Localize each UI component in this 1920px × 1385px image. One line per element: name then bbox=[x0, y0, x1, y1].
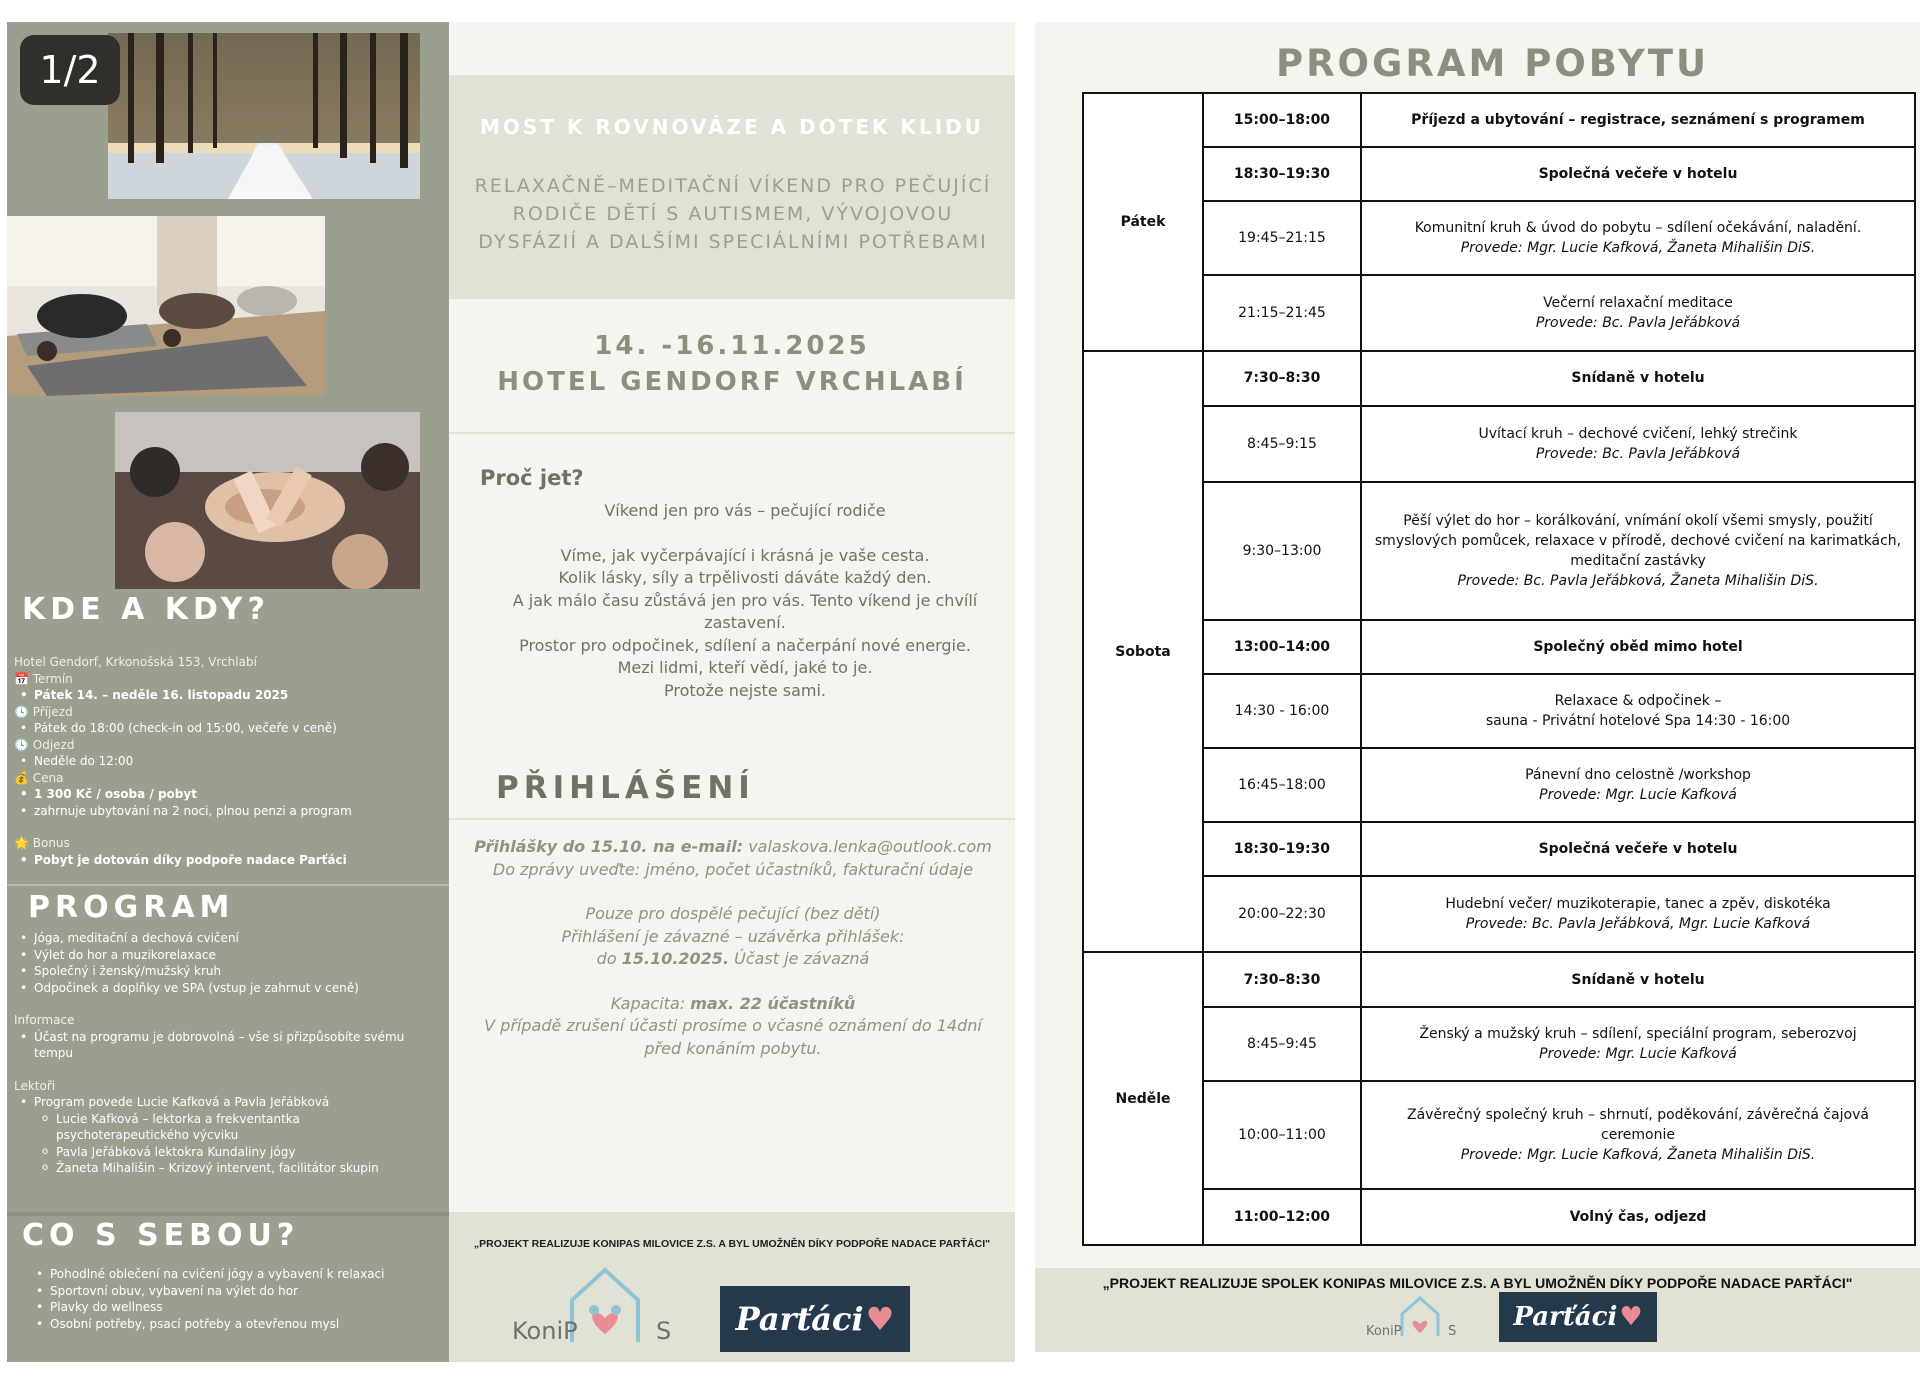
schedule-row bbox=[1083, 93, 1915, 147]
why-line: Kolik lásky, síly a trpělivosti dáváte každý den. bbox=[558, 568, 932, 587]
schedule-row bbox=[1083, 482, 1915, 620]
activity-cell bbox=[1361, 275, 1915, 351]
activity-text: Snídaně v hotelu bbox=[1571, 370, 1705, 387]
activity-text: Pěší výlet do hor – korálkování, vnímání okolí všemi smysly, použití smyslových pomůcek, relaxace v přírodě, dechové cvičení na karimatkách, meditační zastávky bbox=[1374, 512, 1902, 569]
event-title: MOST K ROVNOVÁZE A DOTEK KLIDU bbox=[480, 115, 984, 139]
heart-icon: ♥ bbox=[1619, 1302, 1643, 1332]
term-value: • Pátek 14. – neděle 16. listopadu 2025 bbox=[14, 687, 434, 704]
departure-label: 🕓 Odjezd bbox=[14, 737, 75, 752]
time-cell: 21:15–21:45 bbox=[1203, 275, 1361, 351]
activity-leader: Provede: Mgr. Lucie Kafková bbox=[1539, 787, 1737, 804]
time-cell: 7:30–8:30 bbox=[1203, 952, 1361, 1006]
subtitle-line: RODIČE DĚTÍ S AUTISMEM, VÝVOJOVOU bbox=[512, 203, 954, 225]
konipas-logo-text: KoniP bbox=[512, 1317, 578, 1345]
day-label: Neděle bbox=[1115, 1091, 1171, 1108]
time-cell: 8:45–9:45 bbox=[1203, 1007, 1361, 1081]
where-when-info bbox=[14, 654, 434, 868]
activity-text: Společná večeře v hotelu bbox=[1538, 841, 1738, 858]
registration-text bbox=[455, 836, 1011, 1060]
registration-capacity bbox=[455, 993, 1011, 1016]
activity-text: Večerní relaxační meditace bbox=[1543, 295, 1733, 312]
program-item: • Společný i ženský/mužský kruh bbox=[14, 963, 426, 980]
partaci-logo-text: Parťáci bbox=[735, 1300, 864, 1338]
why-line: Víkend jen pro vás – pečující rodiče bbox=[604, 501, 886, 520]
why-line: Mezi lidmi, kteří vědí, jaké to je. bbox=[617, 658, 873, 677]
schedule-row bbox=[1083, 876, 1915, 952]
konipas-logo-text-end: S bbox=[656, 1317, 672, 1345]
activity-cell bbox=[1361, 482, 1915, 620]
event-dates bbox=[449, 328, 1015, 400]
registration-cancel: V případě zrušení účasti prosíme o včasné oznámení do 14dní před konáním pobytu. bbox=[484, 1016, 982, 1058]
schedule-row bbox=[1083, 748, 1915, 822]
lecturer-item: o Lucie Kafková – lektorka a frekventantka psychoterapeutického výcviku bbox=[14, 1111, 426, 1144]
time-cell: 7:30–8:30 bbox=[1203, 351, 1361, 405]
subtitle-line: DYSFÁZIÍ A DALŠÍMI SPECIÁLNÍMI POTŘEBAMI bbox=[478, 231, 988, 253]
activity-cell bbox=[1361, 93, 1915, 147]
lecturer-item: o Pavla Jeřábková lektokra Kundaliny jógy bbox=[14, 1144, 426, 1161]
activity-cell bbox=[1361, 748, 1915, 822]
registration-until bbox=[455, 948, 1011, 971]
konipas-logo-text-end: S bbox=[1448, 1324, 1457, 1339]
activity-leader: Provede: Mgr. Lucie Kafková, Žaneta Mihališin DiS. bbox=[1460, 240, 1816, 257]
schedule-row bbox=[1083, 674, 1915, 748]
time-cell: 10:00–11:00 bbox=[1203, 1081, 1361, 1189]
time-cell: 13:00–14:00 bbox=[1203, 620, 1361, 674]
departure-value: • Neděle do 12:00 bbox=[14, 753, 434, 770]
info-label: Informace bbox=[14, 1013, 75, 1027]
activity-leader: Provede: Bc. Pavla Jeřábková, Žaneta Mihališin DiS. bbox=[1457, 572, 1819, 589]
activity-cell bbox=[1361, 620, 1915, 674]
until-post: Účast je závazná bbox=[734, 949, 870, 968]
time-cell: 11:00–12:00 bbox=[1203, 1189, 1361, 1245]
activity-cell bbox=[1361, 822, 1915, 876]
activity-cell bbox=[1361, 952, 1915, 1006]
arrival-value: • Pátek do 18:00 (check-in od 15:00, večeře v ceně) bbox=[14, 720, 434, 737]
activity-text: Závěrečný společný kruh – shrnutí, poděkování, závěrečná čajová ceremonie bbox=[1407, 1106, 1869, 1143]
why-line: Víme, jak vyčerpávající i krásná je vaše cesta. bbox=[560, 545, 930, 565]
activity-text: Uvítací kruh – dechové cvičení, lehký strečink bbox=[1478, 425, 1798, 442]
program-heading: PROGRAM bbox=[28, 890, 235, 925]
registration-message: Do zprávy uveďte: jméno, počet účastníků, fakturační údaje bbox=[492, 859, 974, 879]
day-cell-friday bbox=[1083, 93, 1203, 351]
registration-binding: Přihlášení je závazné – uzávěrka přihlášek: bbox=[561, 926, 905, 946]
why-line: A jak málo času zůstává jen pro vás. Tento víkend je chvílí zastavení. bbox=[512, 590, 978, 632]
price-value: • 1 300 Kč / osoba / pobyt bbox=[14, 786, 434, 803]
bring-item: • Plavky do wellness bbox=[30, 1299, 440, 1316]
activity-text: Společná večeře v hotelu bbox=[1538, 166, 1738, 183]
activity-leader: Provede: Bc. Pavla Jeřábková bbox=[1535, 445, 1741, 462]
left-divider bbox=[7, 884, 449, 886]
program-item: • Výlet do hor a muzikorelaxace bbox=[14, 947, 426, 964]
day-cell-sunday bbox=[1083, 952, 1203, 1245]
middle-divider bbox=[449, 432, 1015, 434]
photo-yoga-class bbox=[7, 216, 325, 396]
time-cell: 16:45–18:00 bbox=[1203, 748, 1361, 822]
activity-text: Hudební večer/ muzikoterapie, tanec a zpěv, diskotéka bbox=[1445, 896, 1831, 913]
capacity-value: max. 22 účastníků bbox=[690, 993, 856, 1013]
capacity-label: Kapacita: bbox=[610, 993, 686, 1013]
schedule-row bbox=[1083, 620, 1915, 674]
time-cell: 8:45–9:15 bbox=[1203, 406, 1361, 482]
why-line: Protože nejste sami. bbox=[664, 680, 826, 700]
activity-text: Pánevní dno celostně /workshop bbox=[1525, 767, 1751, 784]
schedule-row bbox=[1083, 406, 1915, 482]
activity-text: Relaxace & odpočinek – bbox=[1554, 693, 1722, 710]
schedule-footer-text: „PROJEKT REALIZUJE SPOLEK KONIPAS MILOVICE Z.S. A BYL UMOŽNĚN DÍKY PODPOŘE NADACE PARŤÁCI" bbox=[1102, 1275, 1853, 1291]
activity-cell bbox=[1361, 1081, 1915, 1189]
photo-snowy-forest bbox=[108, 33, 420, 199]
address-text: Hotel Gendorf, Krkonošská 153, Vrchlabí bbox=[14, 655, 257, 669]
registration-heading: PŘIHLÁŠENÍ bbox=[496, 770, 755, 806]
day-label: Sobota bbox=[1115, 644, 1171, 661]
activity-cell bbox=[1361, 1007, 1915, 1081]
activity-cell bbox=[1361, 147, 1915, 201]
event-subtitle bbox=[455, 172, 1011, 256]
activity-cell bbox=[1361, 1189, 1915, 1245]
lecturer-item: o Žaneta Mihališin – Krizový intervent, facilitátor skupin bbox=[14, 1160, 426, 1177]
subtitle-line: RELAXAČNĚ–MEDITAČNÍ VÍKEND PRO PEČUJÍCÍ bbox=[474, 175, 992, 197]
image-counter: 1/2 bbox=[20, 35, 120, 105]
konipas-logo-text: KoniP bbox=[1366, 1324, 1402, 1339]
day-cell-saturday bbox=[1083, 351, 1203, 952]
schedule-row bbox=[1083, 1081, 1915, 1189]
term-label: 📅 Termín bbox=[14, 671, 73, 686]
activity-cell bbox=[1361, 876, 1915, 952]
activity-text: Snídaně v hotelu bbox=[1571, 971, 1705, 988]
day-label: Pátek bbox=[1120, 214, 1166, 230]
where-when-heading: KDE A KDY? bbox=[22, 592, 270, 627]
until-date: 15.10.2025. bbox=[621, 949, 730, 968]
activity-leader: Provede: Bc. Pavla Jeřábková bbox=[1535, 315, 1741, 332]
activity-text: Komunitní kruh & úvod do pobytu – sdílení očekávání, naladění. bbox=[1414, 220, 1862, 237]
schedule-row bbox=[1083, 1007, 1915, 1081]
place-text: HOTEL GENDORF VRCHLABÍ bbox=[497, 367, 967, 397]
time-cell: 18:30–19:30 bbox=[1203, 822, 1361, 876]
schedule-row bbox=[1083, 952, 1915, 1006]
deadline-label: Přihlášky do 15.10. na e-mail: bbox=[474, 837, 744, 856]
activity-cell bbox=[1361, 201, 1915, 275]
activity-text: Ženský a mužský kruh – sdílení, speciální program, seberozvoj bbox=[1419, 1025, 1857, 1042]
konipas-logo bbox=[510, 1262, 680, 1358]
lecturers-label: Lektoři bbox=[14, 1078, 56, 1093]
schedule-row bbox=[1083, 275, 1915, 351]
partaci-logo-small bbox=[1499, 1292, 1657, 1342]
registration-deadline bbox=[455, 836, 1011, 859]
bonus-value: • Pobyt je dotován díky podpoře nadace Parťáci bbox=[14, 852, 434, 869]
activity-leader: Provede: Mgr. Lucie Kafková bbox=[1539, 1045, 1737, 1062]
schedule-table bbox=[1082, 92, 1916, 1246]
price-label: 💰 Cena bbox=[14, 770, 64, 785]
schedule-row bbox=[1083, 147, 1915, 201]
program-item: • Odpočinek a doplňky ve SPA (vstup je zahrnut v ceně) bbox=[14, 980, 426, 997]
schedule-row bbox=[1083, 822, 1915, 876]
bring-item: • Sportovní obuv, vybavení na výlet do hor bbox=[30, 1283, 440, 1300]
middle-footer-text: „PROJEKT REALIZUJE KONIPAS MILOVICE Z.S. A BYL UMOŽNĚN DÍKY PODPOŘE NADACE PARŤÁCI" bbox=[473, 1238, 991, 1250]
why-line bbox=[480, 523, 1010, 545]
activity-text: Příjezd a ubytování – registrace, seznámení s programem bbox=[1411, 112, 1865, 129]
bonus-label: 🌟 Bonus bbox=[14, 836, 70, 850]
heart-icon: ♥ bbox=[865, 1300, 895, 1338]
activity-cell bbox=[1361, 674, 1915, 748]
info-item: • Účast na programu je dobrovolná – vše si přizpůsobíte svému tempu bbox=[14, 1029, 426, 1062]
email-link[interactable]: valaskova.lenka@outlook.com bbox=[748, 837, 992, 856]
activity-text-2: sauna - Privátní hotelové Spa 14:30 - 16:00 bbox=[1485, 713, 1791, 730]
time-cell: 15:00–18:00 bbox=[1203, 93, 1361, 147]
schedule-title: PROGRAM POBYTU bbox=[1275, 42, 1710, 85]
photo-joined-hands bbox=[115, 412, 420, 589]
registration-divider bbox=[449, 818, 1015, 820]
time-cell: 19:45–21:15 bbox=[1203, 201, 1361, 275]
program-item: • Jóga, meditační a dechová cvičení bbox=[14, 930, 426, 947]
schedule-row bbox=[1083, 351, 1915, 405]
arrival-label: 🕓 Příjezd bbox=[14, 704, 73, 719]
bring-item: • Osobní potřeby, psací potřeby a otevřenou mysl bbox=[30, 1316, 440, 1333]
why-line: Prostor pro odpočinek, sdílení a načerpání nové energie. bbox=[519, 635, 971, 655]
time-cell: 20:00–22:30 bbox=[1203, 876, 1361, 952]
activity-text: Společný oběd mimo hotel bbox=[1533, 638, 1743, 655]
time-cell: 14:30 - 16:00 bbox=[1203, 674, 1361, 748]
activity-leader: Provede: Mgr. Lucie Kafková, Žaneta Mihališin DiS. bbox=[1460, 1146, 1816, 1163]
time-cell: 18:30–19:30 bbox=[1203, 147, 1361, 201]
bring-info bbox=[30, 1266, 440, 1332]
until-pre: do bbox=[596, 949, 617, 968]
activity-text: Volný čas, odjezd bbox=[1569, 1208, 1707, 1225]
price-note: • zahrnuje ubytování na 2 noci, plnou penzi a program bbox=[14, 803, 434, 820]
bring-heading: CO S SEBOU? bbox=[22, 1218, 300, 1253]
left-divider-2 bbox=[7, 1212, 449, 1216]
why-heading: Proč jet? bbox=[480, 466, 584, 490]
registration-adults: Pouze pro dospělé pečující (bez dětí) bbox=[585, 904, 881, 923]
dates-text: 14. -16.11.2025 bbox=[594, 331, 870, 361]
lecturers-intro: • Program povede Lucie Kafková a Pavla Jeřábková bbox=[14, 1094, 426, 1111]
schedule-row bbox=[1083, 201, 1915, 275]
partaci-logo-text: Parťáci bbox=[1513, 1302, 1618, 1332]
bring-item: • Pohodlné oblečení na cvičení jógy a vybavení k relaxaci bbox=[30, 1266, 440, 1283]
activity-cell bbox=[1361, 406, 1915, 482]
time-cell: 9:30–13:00 bbox=[1203, 482, 1361, 620]
activity-cell bbox=[1361, 351, 1915, 405]
activity-leader: Provede: Bc. Pavla Jeřábková, Mgr. Lucie Kafková bbox=[1465, 916, 1811, 933]
schedule-row bbox=[1083, 1189, 1915, 1245]
konipas-logo-small bbox=[1366, 1292, 1462, 1346]
partaci-logo bbox=[720, 1286, 910, 1352]
why-text bbox=[480, 500, 1010, 702]
program-info bbox=[14, 930, 426, 1177]
